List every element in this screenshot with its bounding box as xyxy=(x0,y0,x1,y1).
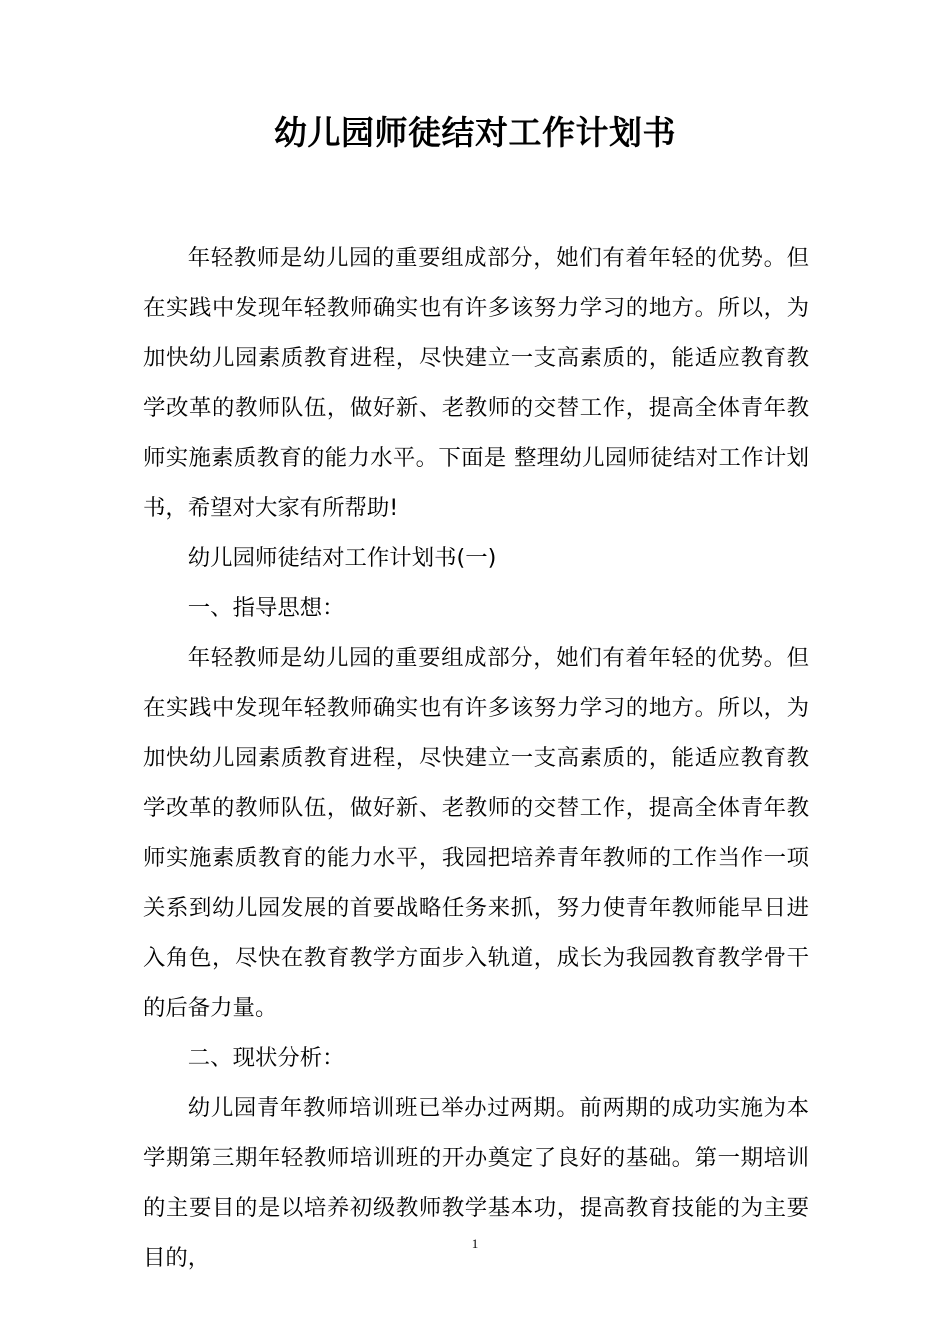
page-number: 1 xyxy=(471,1236,479,1251)
document-body xyxy=(143,233,809,1283)
section-heading-status-analysis: 二、现状分析： xyxy=(187,1045,345,1071)
paragraph-status-analysis: 幼儿园青年教师培训班已举办过两期。前两期的成功实施为本学期第三期年轻教师培训班的开办奠定了良好的基础。第一期培训的主要目的是以培养初级教师教学基本功，提高教育技能的为主要目的， xyxy=(143,1095,809,1271)
section-heading-plan-one: 幼儿园师徒结对工作计划书(一) xyxy=(187,545,497,571)
paragraph-guiding-ideology: 年轻教师是幼儿园的重要组成部分，她们有着年轻的优势。但在实践中发现年轻教师确实也有许多该努力学习的地方。所以，为加快幼儿园素质教育进程，尽快建立一支高素质的，能适应教育教学改革的教师队伍，做好新、老教师的交替工作，提高全体青年教师实施素质教育的能力水平，我园把培养青年教师的工作当作一项关系到幼儿园发展的首要战略任务来抓，努力使青年教师能早日进入角色，尽快在教育教学方面步入轨道，成长为我园教育教学骨干的后备力量。 xyxy=(143,645,809,1021)
section-heading-guiding-ideology: 一、指导思想： xyxy=(187,595,345,621)
document-title: 幼儿园师徒结对工作计划书 xyxy=(274,113,676,152)
paragraph-intro: 年轻教师是幼儿园的重要组成部分，她们有着年轻的优势。但在实践中发现年轻教师确实也有许多该努力学习的地方。所以，为加快幼儿园素质教育进程，尽快建立一支高素质的，能适应教育教学改革的教师队伍，做好新、老教师的交替工作，提高全体青年教师实施素质教育的能力水平。下面是 整理幼儿园师徒结对工作计划书，希望对大家有所帮助! xyxy=(143,245,809,521)
